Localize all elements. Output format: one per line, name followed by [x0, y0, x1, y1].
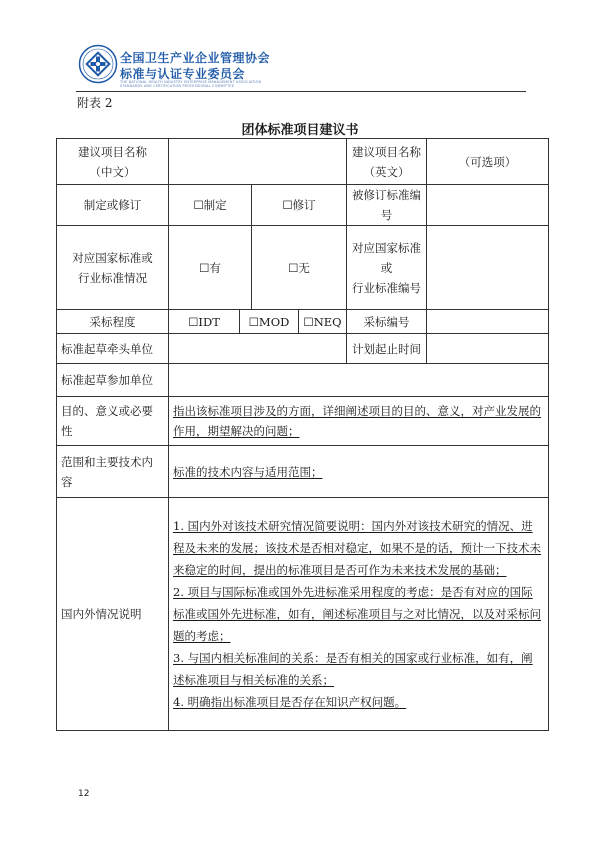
row-national-std [57, 226, 549, 310]
project-name-en-field[interactable] [427, 139, 549, 185]
purpose-label: 目的、意义或必要性 [57, 397, 169, 446]
situation-item: 2. 项目与国际标准或国外先进标准采用程度的考虑：是否有对应的国际标准或国外先进标准，如有，阐述标准项目与之对比情况，以及对采标问题的考虑； [173, 585, 541, 643]
participant-label: 标准起草参加单位 [57, 364, 169, 397]
adoption-no-field[interactable] [427, 310, 549, 334]
row-situation [57, 498, 549, 731]
optional-hint: （可选项） [458, 154, 517, 169]
project-name-en-label: 建议项目名称 （英文） [347, 139, 427, 185]
org-subtitle: 标准与认证专业委员会 [120, 67, 246, 81]
row-project-name [57, 139, 549, 185]
header [78, 44, 528, 90]
participant-field[interactable] [169, 364, 549, 397]
has-std-checkbox[interactable]: ☐有 [169, 226, 252, 310]
national-std-no-field[interactable] [427, 226, 549, 310]
page-number: 12 [78, 789, 90, 799]
appendix-label: 附表 2 [77, 96, 113, 110]
revise-checkbox[interactable]: ☐修订 [252, 185, 347, 226]
mod-checkbox[interactable]: ☐MOD [240, 310, 299, 334]
row-adoption [57, 310, 549, 334]
revised-std-no-field[interactable] [427, 185, 549, 226]
purpose-text[interactable]: 指出该标准项目涉及的方面，详细阐述项目的目的、意义，对产业发展的作用，期望解决的问题； [169, 397, 549, 446]
situation-item: 3. 与国内相关标准间的关系：是否有相关的国家或行业标准，如有，阐述标准项目与相关标准的关系； [173, 651, 533, 687]
proposal-form-table [56, 138, 549, 731]
revise-label: 制定或修订 [57, 185, 169, 226]
revised-std-no-label: 被修订标准编号 [347, 185, 427, 226]
situation-label: 国内外情况说明 [57, 498, 169, 731]
national-std-label: 对应国家标准或 行业标准情况 [57, 226, 169, 310]
lead-unit-field[interactable] [169, 334, 347, 364]
association-logo [78, 44, 118, 84]
situation-item: 4. 明确指出标准项目是否存在知识产权问题。 [173, 695, 407, 709]
row-purpose [57, 397, 549, 446]
project-name-cn-field[interactable] [169, 139, 347, 185]
lead-unit-label: 标准起草牵头单位 [57, 334, 169, 364]
document-title: 团体标准项目建议书 [241, 123, 359, 138]
no-std-checkbox[interactable]: ☐无 [252, 226, 347, 310]
create-checkbox[interactable]: ☐制定 [169, 185, 252, 226]
row-participants [57, 364, 549, 397]
schedule-label: 计划起止时间 [347, 334, 427, 364]
adoption-no-label: 采标编号 [347, 310, 427, 334]
situation-item: 1. 国内外对该技术研究情况简要说明：国内外对该技术研究的情况、进程及未来的发展；该技术是否相对稳定，如果不是的话，预计一下技术未来稳定的时间，提出的标准项目是否可作为未来技术发展的基础； [173, 519, 541, 577]
header-divider [76, 91, 526, 92]
national-std-no-label: 对应国家标准或 行业标准编号 [347, 226, 427, 310]
idt-checkbox[interactable]: ☐IDT [169, 310, 240, 334]
scope-text[interactable]: 标准的技术内容与适用范围； [169, 446, 549, 498]
situation-text[interactable] [169, 498, 549, 731]
project-name-cn-label: 建议项目名称 （中文） [57, 139, 169, 185]
scope-label: 范围和主要技术内容 [57, 446, 169, 498]
org-english-subtitle: STANDARDS AND CERTIFICATION PROFESSIONAL COMMITTEE [120, 84, 235, 88]
adoption-label: 采标程度 [57, 310, 169, 334]
org-name: 全国卫生产业企业管理协会 [120, 51, 271, 65]
org-english-name: THE NATIONAL HEALTH INDUSTRY ENTERPRISE MANAGEMENT ASSOCIATION [120, 80, 262, 84]
row-lead-unit [57, 334, 549, 364]
row-revise [57, 185, 549, 226]
schedule-field[interactable] [427, 334, 549, 364]
row-scope [57, 446, 549, 498]
neq-checkbox[interactable]: ☐NEQ [299, 310, 347, 334]
